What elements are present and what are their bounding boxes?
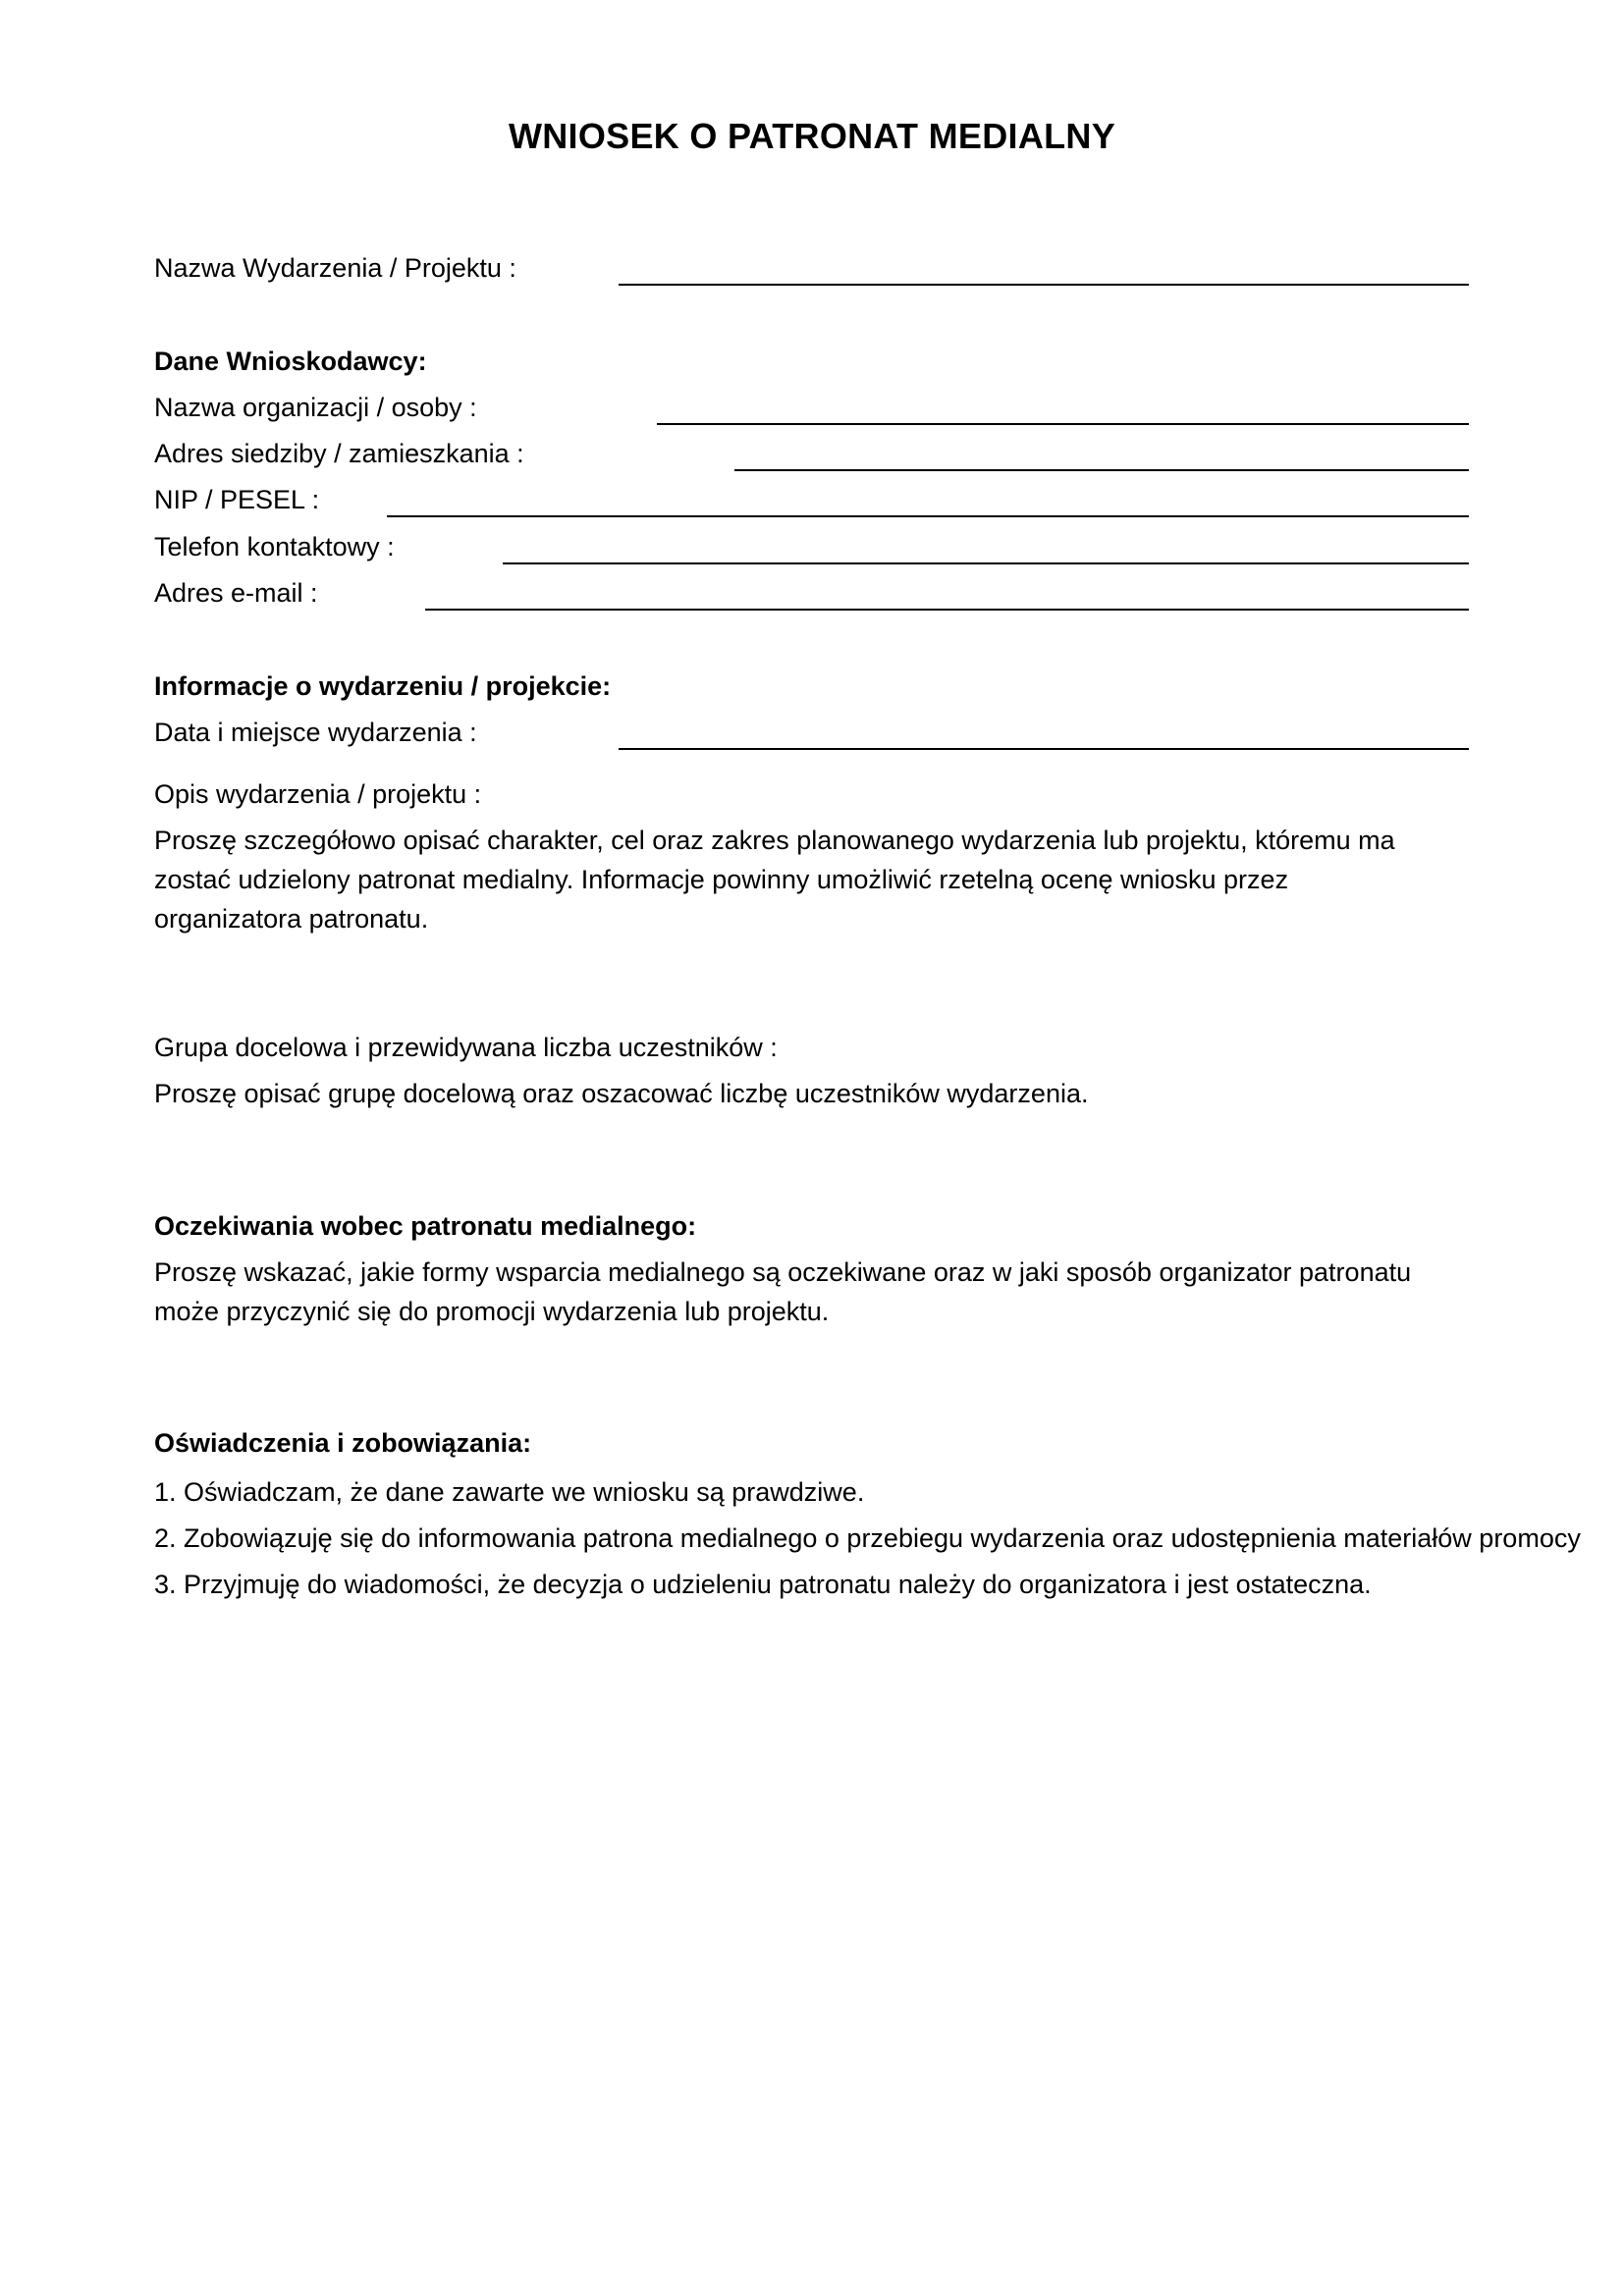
phone-label: Telefon kontaktowy : [154, 532, 395, 561]
email-field[interactable] [425, 609, 1469, 611]
expectations-text [154, 1253, 1411, 1331]
event-info-heading: Informacje o wydarzeniu / projekcie: [154, 671, 612, 701]
description-line: Proszę szczegółowo opisać charakter, cel oraz zakres planowanego wydarzenia lub projektu, któremu ma [154, 826, 1395, 855]
declaration-item: 3. Przyjmuję do wiadomości, że decyzja o udzieleniu patronatu należy do organizatora i jest ostateczna. [154, 1570, 1372, 1599]
applicant-heading: Dane Wnioskodawcy: [154, 347, 427, 376]
declarations-heading: Oświadczenia i zobowiązania: [154, 1428, 532, 1458]
event-name-label: Nazwa Wydarzenia / Projektu : [154, 253, 516, 283]
address-label: Adres siedziby / zamieszkania : [154, 439, 524, 468]
description-text [154, 821, 1395, 938]
description-line: organizatora patronatu. [154, 904, 429, 934]
expectations-line: może przyczynić się do promocji wydarzenia lub projektu. [154, 1297, 830, 1326]
email-label: Adres e-mail : [154, 578, 318, 608]
event-name-field[interactable] [619, 284, 1469, 286]
expectations-heading: Oczekiwania wobec patronatu medialnego: [154, 1211, 697, 1241]
description-line: zostać udzielony patronat medialny. Informacje powinny umożliwić rzetelną ocenę wniosku przez [154, 865, 1289, 894]
org-field[interactable] [657, 423, 1469, 425]
date-place-label: Data i miejsce wydarzenia : [154, 718, 477, 747]
nip-pesel-field[interactable] [387, 515, 1469, 517]
declarations-list [154, 1469, 1581, 1608]
description-label: Opis wydarzenia / projektu : [154, 779, 482, 809]
address-field[interactable] [734, 469, 1469, 471]
date-place-field[interactable] [619, 748, 1469, 750]
nip-pesel-label: NIP / PESEL : [154, 485, 320, 514]
declaration-item: 1. Oświadczam, że dane zawarte we wniosku są prawdziwe. [154, 1477, 865, 1507]
target-group-label: Grupa docelowa i przewidywana liczba uczestników : [154, 1033, 778, 1062]
phone-field[interactable] [503, 562, 1469, 564]
target-group-line: Proszę opisać grupę docelową oraz oszacować liczbę uczestników wydarzenia. [154, 1079, 1089, 1108]
declaration-item: 2. Zobowiązuję się do informowania patrona medialnego o przebiegu wydarzenia oraz udostępnienia materiałów promocy [154, 1523, 1581, 1553]
document-title: WNIOSEK O PATRONAT MEDIALNY [508, 116, 1116, 156]
org-label: Nazwa organizacji / osoby : [154, 393, 477, 422]
target-group-text [154, 1074, 1088, 1113]
expectations-line: Proszę wskazać, jakie formy wsparcia medialnego są oczekiwane oraz w jaki sposób organizator patronatu [154, 1257, 1412, 1287]
